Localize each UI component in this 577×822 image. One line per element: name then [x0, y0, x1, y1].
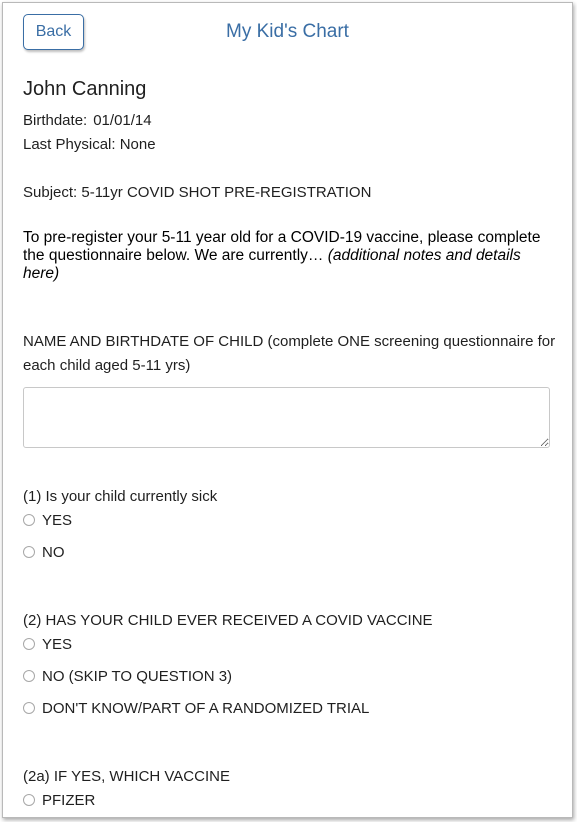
question-1-label: (1) Is your child currently sick: [23, 488, 218, 505]
question-2a-label: (2a) IF YES, WHICH VACCINE: [23, 768, 230, 785]
intro-note: (additional notes and details here): [23, 247, 521, 282]
q2-option-no[interactable]: [23, 666, 232, 686]
birthdate-row: [23, 112, 152, 129]
option-label: DON'T KNOW/PART OF A RANDOMIZED TRIAL: [42, 699, 370, 717]
message-intro: [23, 229, 543, 283]
option-label: NO: [42, 543, 65, 561]
option-label: PFIZER: [42, 791, 96, 809]
q1-option-yes[interactable]: [23, 510, 72, 530]
radio-button[interactable]: [23, 794, 35, 806]
radio-button[interactable]: [23, 670, 35, 682]
radio-button[interactable]: [23, 514, 35, 526]
radio-button[interactable]: [23, 546, 35, 558]
birthdate-value: 01/01/14: [93, 112, 152, 129]
intro-text: To pre-register your 5-11 year old for a COVID-19 vaccine, please complete the questionnaire below. We are currently…: [23, 229, 541, 264]
message-subject: Subject: 5-11yr COVID SHOT PRE-REGISTRATION: [23, 184, 372, 201]
birthdate-label: Birthdate:: [23, 112, 88, 129]
radio-button[interactable]: [23, 638, 35, 650]
last-physical: Last Physical: None: [23, 136, 156, 153]
radio-button[interactable]: [23, 702, 35, 714]
back-button[interactable]: Back: [23, 14, 84, 50]
patient-name: John Canning: [23, 78, 147, 100]
q2-option-yes[interactable]: [23, 634, 72, 654]
child-name-input[interactable]: [23, 387, 550, 448]
child-name-question: NAME AND BIRTHDATE OF CHILD (complete ONE screening questionnaire for each child aged 5-11 yrs): [23, 333, 556, 374]
question-2-label: (2) HAS YOUR CHILD EVER RECEIVED A COVID VACCINE: [23, 612, 433, 629]
option-label: YES: [42, 635, 73, 653]
app-window: [2, 2, 573, 818]
option-label: NO (SKIP TO QUESTION 3): [42, 667, 233, 685]
header: [3, 3, 572, 65]
page-title: My Kid's Chart: [226, 21, 349, 42]
q1-option-no[interactable]: [23, 542, 65, 562]
q2-option-dont-know[interactable]: [23, 698, 369, 718]
option-label: YES: [42, 511, 73, 529]
q2a-option-pfizer[interactable]: [23, 790, 95, 810]
